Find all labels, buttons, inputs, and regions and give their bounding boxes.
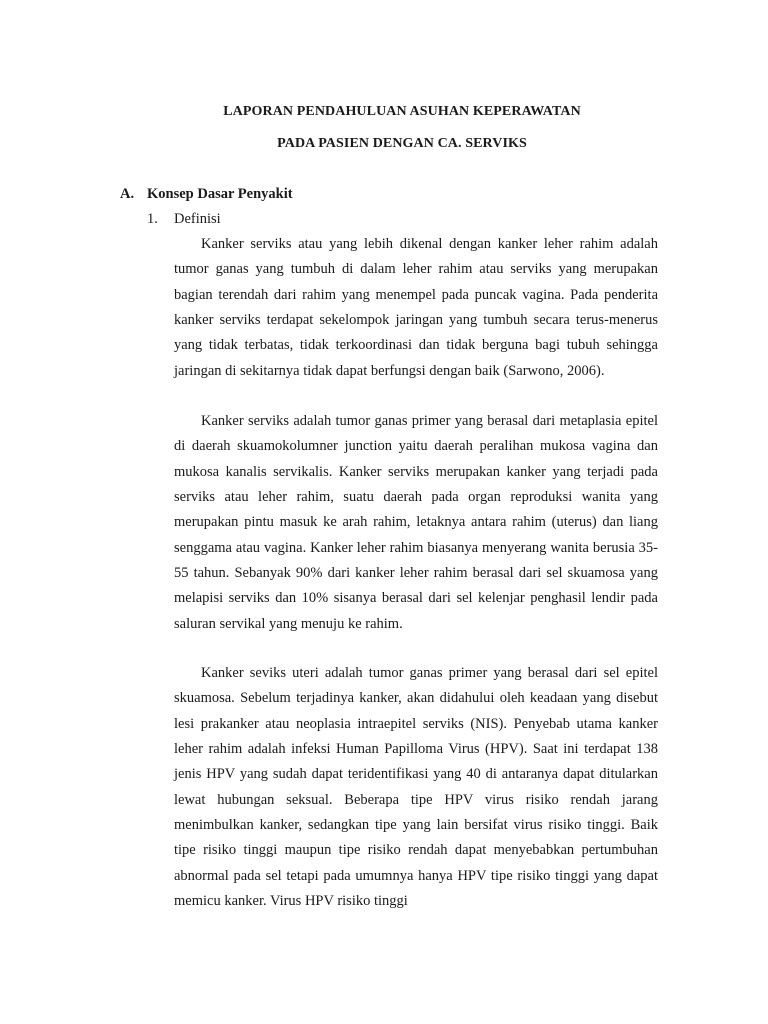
subsection-heading xyxy=(147,211,221,228)
document-title-line-2: PADA PASIEN DENGAN CA. SERVIKS xyxy=(277,136,527,151)
section-heading xyxy=(120,186,293,203)
subsection-number: 1. xyxy=(147,211,158,227)
section-letter: A. xyxy=(120,186,135,202)
paragraph: Kanker seviks uteri adalah tumor ganas primer yang berasal dari sel epitel skuamosa. Sebelum terjadinya kanker, akan didahului oleh keadaan yang disebut lesi prakanker atau neoplasia intraepitel serviks (NIS). Penyebab utama kanker leher rahim adalah infeksi Human Papilloma Virus (HPV). Saat ini terdapat 138 jenis HPV yang sudah dapat teridentifikasi yang 40 di antaranya dapat ditularkan lewat hubungan seksual. Beberapa tipe HPV virus risiko rendah jarang menimbulkan kanker, sedangkan tipe yang lain bersifat virus risiko tinggi. Baik tipe risiko tinggi maupun tipe risiko rendah dapat menyebabkan pertumbuhan abnormal pada sel tetapi pada umumnya hanya HPV tipe risiko tinggi yang dapat memicu kanker. Virus HPV risiko tinggi xyxy=(174,665,658,910)
document-title-line-1: LAPORAN PENDAHULUAN ASUHAN KEPERAWATAN xyxy=(223,104,581,119)
paragraph: Kanker serviks adalah tumor ganas primer yang berasal dari metaplasia epitel di daerah skuamokolumner junction yaitu daerah peralihan mukosa vagina dan mukosa kanalis servikalis. Kanker serviks merupakan kanker yang terjadi pada serviks atau leher rahim, suatu daerah pada organ reproduksi wanita yang merupakan pintu masuk ke arah rahim, letaknya antara rahim (uterus) dan liang senggama atau vagina. Kanker leher rahim biasanya menyerang wanita berusia 35-55 tahun. Sebanyak 90% dari kanker leher rahim berasal dari sel skuamosa yang melapisi serviks dan 10% sisanya berasal dari sel kelenjar penghasil lendir pada saluran servikal yang menuju ke rahim. xyxy=(174,413,658,632)
paragraph: Kanker serviks atau yang lebih dikenal dengan kanker leher rahim adalah tumor ganas yang tumbuh di dalam leher rahim atau serviks yang merupakan bagian terendah dari rahim yang menempel pada puncak vagina. Pada penderita kanker serviks terdapat sekelompok jaringan yang tumbuh secara terus-menerus yang tidak terbatas, tidak terkoordinasi dan tidak berguna bagi tubuh sehingga jaringan di sekitarnya tidak dapat berfungsi dengan baik (Sarwono, 2006). xyxy=(174,236,658,379)
subsection-title: Definisi xyxy=(174,211,221,227)
section-title: Konsep Dasar Penyakit xyxy=(147,186,293,202)
